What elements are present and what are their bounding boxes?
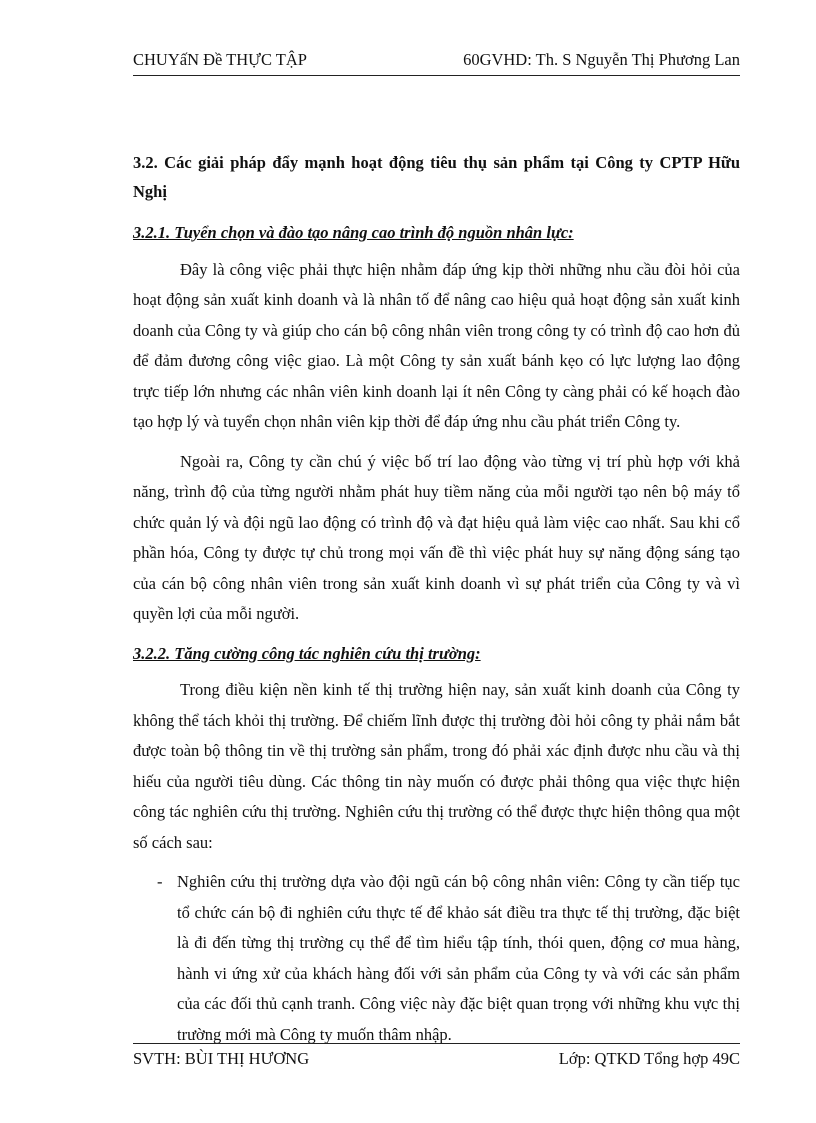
bullet-item	[133, 867, 740, 1050]
header-course-label: CHUYấN Đề THỰC TẬP	[133, 50, 307, 69]
footer-divider	[133, 1043, 740, 1044]
page-header	[133, 48, 740, 76]
dash-bullet-icon: -	[157, 872, 163, 891]
footer-class: Lớp: QTKD Tổng hợp 49C	[558, 1049, 740, 1068]
bullet-text: Nghiên cứu thị trường dựa vào đội ngũ cán bộ công nhân viên: Công ty cần tiếp tục tổ chức cán bộ đi nghiên cứu thực tế để khảo sát điều tra thực tế thị trường, đặc biệt là đi đến từng thị trường cụ thể để tìm hiểu tập tính, thói quen, động cơ mua hàng, hành vi ứng xử của khách hàng đối với sản phẩm của Công ty và với các sản phẩm của các đối thủ cạnh tranh. Công việc này đặc biệt quan trọng với những khu vực thị trường mới mà Công ty muốn thâm nhập.	[177, 872, 740, 1044]
section-title: 3.2. Các giải pháp đẩy mạnh hoạt động tiêu thụ sản phẩm tại Công ty CPTP Hữu Nghị	[133, 153, 740, 201]
paragraph: Ngoài ra, Công ty cần chú ý việc bố trí lao động vào từng vị trí phù hợp với khả năng, trình độ của từng người nhằm phát huy tiềm năng của mỗi người tạo nên bộ máy tổ chức quản lý và đội ngũ lao động có trình độ và đạt hiệu quả làm việc cao nhất. Sau khi cổ phần hóa, Công ty được tự chủ trong mọi vấn đề thì việc phát huy sự năng động sáng tạo của cán bộ công nhân viên trong sản xuất kinh doanh vì sự phát triển của Công ty và vì quyền lợi của mỗi người.	[133, 451, 740, 623]
paragraph: Trong điều kiện nền kinh tế thị trường hiện nay, sản xuất kinh doanh của Công ty không thể tách khỏi thị trường. Để chiếm lĩnh được thị trường đòi hỏi công ty phải nắm bắt được toàn bộ thông tin về thị trường sản phẩm, trong đó phải xác định được nhu cầu và thị hiếu của người tiêu dùng. Các thông tin này muốn có được phải thông qua việc thực hiện công tác nghiên cứu thị trường. Nghiên cứu thị trường có thể được thực hiện thông qua một số cách sau:	[133, 680, 740, 852]
page-content	[133, 148, 740, 1050]
subsection-title-1: 3.2.1. Tuyển chọn và đào tạo nâng cao trình độ nguồn nhân lực:	[133, 223, 574, 242]
subsection-title-2: 3.2.2. Tăng cường công tác nghiên cứu thị trường:	[133, 643, 481, 663]
page-footer	[133, 1043, 740, 1073]
paragraph: Đây là công việc phải thực hiện nhằm đáp ứng kịp thời những nhu cầu đòi hỏi của hoạt động sản xuất kinh doanh và là nhân tố để nâng cao hiệu quả hoạt động sản xuất kinh doanh của Công ty và giúp cho cán bộ công nhân viên trong công ty có trình độ cao hơn đủ để đảm đương công việc giao. Là một Công ty sản xuất bánh kẹo có lực lượng lao động trực tiếp lớn nhưng các nhân viên kinh doanh lại ít nên Công ty càng phải có kế hoạch đào tạo hợp lý và tuyển chọn nhân viên kịp thời để đáp ứng nhu cầu phát triển Công ty.	[133, 259, 740, 431]
footer-student: SVTH: BÙI THỊ HƯƠNG	[133, 1049, 310, 1068]
header-divider	[133, 75, 740, 76]
header-supervisor: 60GVHD: Th. S Nguyễn Thị Phương Lan	[463, 50, 740, 69]
